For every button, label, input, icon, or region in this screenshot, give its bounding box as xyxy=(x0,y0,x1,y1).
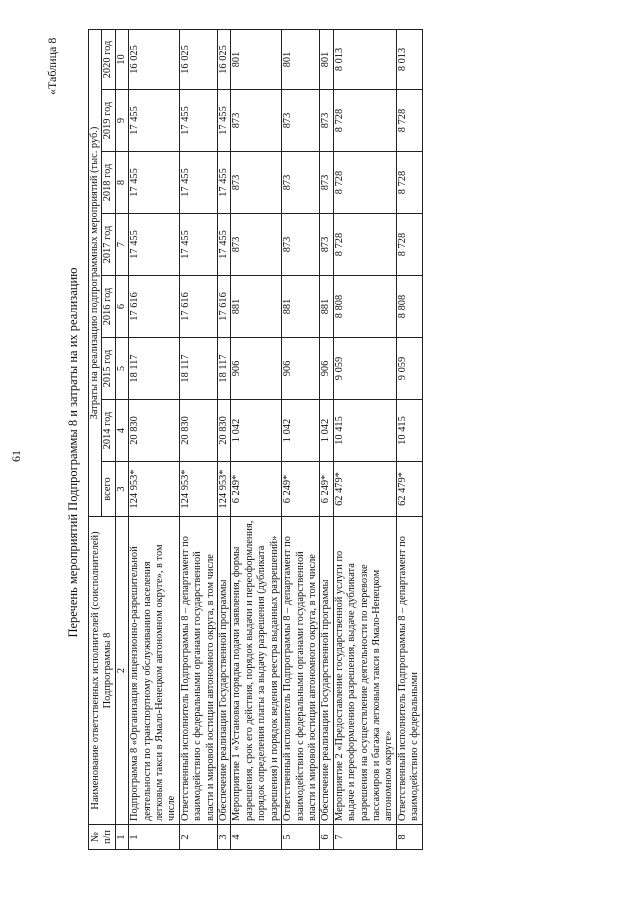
cell-2015: 906 xyxy=(282,338,320,400)
column-number: 5 xyxy=(115,338,128,400)
table-body xyxy=(129,29,422,849)
cell-2015: 18 117 xyxy=(179,338,217,400)
cell-2014: 20 830 xyxy=(218,400,231,462)
cell-2014: 10 415 xyxy=(333,400,396,462)
cell-2014: 1 042 xyxy=(320,400,333,462)
page-number: 61 xyxy=(9,450,23,462)
cell-2017: 17 455 xyxy=(129,214,180,276)
document-title: Перечень мероприятий Подпрограммы 8 и затраты на их реализацию xyxy=(66,267,80,638)
cell-2016: 881 xyxy=(282,276,320,338)
cell-2017: 17 455 xyxy=(218,214,231,276)
cell-2018: 17 455 xyxy=(218,152,231,214)
header-year: 2019 год xyxy=(102,90,115,152)
cell-2017: 8 728 xyxy=(396,214,422,276)
column-number: 10 xyxy=(115,29,128,89)
row-name: Мероприятие 1 «Установка порядка подачи заявления, формы разрешения, срок его действия, порядок выдачи и переоформления, порядок определения платы за выдачу разрешения (дубликата разрешения) и порядок ведения реестра выданных разрешений» xyxy=(231,517,282,825)
row-number: 7 xyxy=(333,825,396,850)
cell-2019: 873 xyxy=(282,90,320,152)
cell-2016: 881 xyxy=(320,276,333,338)
cell-2018: 873 xyxy=(320,152,333,214)
header-costs: Затраты на реализацию подпрограммных мероприятий (тыс. руб.) xyxy=(89,29,102,516)
table-row xyxy=(231,29,282,849)
cell-2014: 10 415 xyxy=(396,400,422,462)
column-number-row xyxy=(115,29,128,849)
cell-2018: 873 xyxy=(282,152,320,214)
header-year: 2020 год xyxy=(102,29,115,89)
cell-2020: 801 xyxy=(231,29,282,89)
cell-2020: 16 025 xyxy=(129,29,180,89)
row-name: Ответственный исполнитель Подпрограммы 8 – департамент по взаимодействию с федеральными органами государственной власти и мировой юстиции автономного округа, в том числе xyxy=(282,517,320,825)
cell-2020: 8 013 xyxy=(396,29,422,89)
cell-total: 62 479* xyxy=(396,462,422,517)
cell-2014: 20 830 xyxy=(129,400,180,462)
row-number: 2 xyxy=(179,825,217,850)
cell-2016: 881 xyxy=(231,276,282,338)
cell-2019: 17 455 xyxy=(129,90,180,152)
row-name: Мероприятие 2 «Предоставление государственной услуги по выдаче и переоформлению разрешения, выдаче дубликата разрешения на осуществление деятельности по перевозке пассажиров и багажа легковым такси в Ямало-Ненецком автономном округе» xyxy=(333,517,396,825)
cell-2015: 906 xyxy=(320,338,333,400)
cell-total: 6 249* xyxy=(231,462,282,517)
cell-total: 124 953* xyxy=(179,462,217,517)
row-name: Подпрограмма 8 «Организация лицензионно-разрешительной деятельности по транспортному обслуживанию населения легковым такси в Ямало-Ненецком автономном округе», в том числе xyxy=(129,517,180,825)
cell-2019: 17 455 xyxy=(218,90,231,152)
cell-2016: 17 616 xyxy=(218,276,231,338)
row-number: 5 xyxy=(282,825,320,850)
cell-2020: 801 xyxy=(320,29,333,89)
table-row xyxy=(333,29,396,849)
table-label: «Таблица 8 xyxy=(45,37,59,95)
cell-2019: 873 xyxy=(320,90,333,152)
cell-total: 62 479* xyxy=(333,462,396,517)
cell-2016: 17 616 xyxy=(179,276,217,338)
table-row xyxy=(396,29,422,849)
cell-total: 124 953* xyxy=(218,462,231,517)
header-total: всего xyxy=(102,462,115,517)
row-name: Ответственный исполнитель Подпрограммы 8 – департамент по взаимодействию с федеральными xyxy=(396,517,422,825)
row-number: 1 xyxy=(129,825,180,850)
cell-2015: 9 059 xyxy=(333,338,396,400)
column-number: 7 xyxy=(115,214,128,276)
cell-2014: 20 830 xyxy=(179,400,217,462)
cell-2017: 873 xyxy=(282,214,320,276)
cell-2019: 8 728 xyxy=(396,90,422,152)
header-year: 2017 год xyxy=(102,214,115,276)
header-year: 2018 год xyxy=(102,152,115,214)
table-row xyxy=(129,29,180,849)
row-number: 4 xyxy=(231,825,282,850)
cell-2020: 16 025 xyxy=(218,29,231,89)
cell-2018: 873 xyxy=(231,152,282,214)
cell-2018: 17 455 xyxy=(129,152,180,214)
row-name: Обеспечение реализации Государственной программы xyxy=(218,517,231,825)
header-year: 2015 год xyxy=(102,338,115,400)
column-number: 9 xyxy=(115,90,128,152)
cell-2015: 18 117 xyxy=(129,338,180,400)
cell-2018: 8 728 xyxy=(333,152,396,214)
cell-2016: 17 616 xyxy=(129,276,180,338)
cell-total: 6 249* xyxy=(320,462,333,517)
header-year: 2016 год xyxy=(102,276,115,338)
cell-2019: 873 xyxy=(231,90,282,152)
cell-2018: 8 728 xyxy=(396,152,422,214)
cell-2020: 16 025 xyxy=(179,29,217,89)
table-row xyxy=(282,29,320,849)
header-name: Наименование ответственных исполнителей (соисполнителей) Подпрограммы 8 xyxy=(89,517,116,825)
table-row xyxy=(179,29,217,849)
cell-2017: 17 455 xyxy=(179,214,217,276)
row-number: 8 xyxy=(396,825,422,850)
table-row xyxy=(320,29,333,849)
cell-total: 6 249* xyxy=(282,462,320,517)
row-name: Ответственный исполнитель Подпрограммы 8 – департамент по взаимодействию с федеральными органами государственной власти и мировой юстиции автономного округа, в том числе xyxy=(179,517,217,825)
column-number: 2 xyxy=(115,517,128,825)
header-row-1 xyxy=(89,29,102,849)
header-year: 2014 год xyxy=(102,400,115,462)
cell-2015: 906 xyxy=(231,338,282,400)
cell-2017: 8 728 xyxy=(333,214,396,276)
column-number: 3 xyxy=(115,462,128,517)
cell-2020: 801 xyxy=(282,29,320,89)
cell-2014: 1 042 xyxy=(282,400,320,462)
column-number: 8 xyxy=(115,152,128,214)
row-name: Обеспечение реализации Государственной программы xyxy=(320,517,333,825)
column-number: 4 xyxy=(115,400,128,462)
row-number: 6 xyxy=(320,825,333,850)
cell-2016: 8 808 xyxy=(333,276,396,338)
cell-2014: 1 042 xyxy=(231,400,282,462)
column-number: 6 xyxy=(115,276,128,338)
cell-2020: 8 013 xyxy=(333,29,396,89)
row-number: 3 xyxy=(218,825,231,850)
cell-2015: 18 117 xyxy=(218,338,231,400)
table-row xyxy=(218,29,231,849)
cell-2018: 17 455 xyxy=(179,152,217,214)
cell-2016: 8 808 xyxy=(396,276,422,338)
cell-total: 124 953* xyxy=(129,462,180,517)
cell-2019: 8 728 xyxy=(333,90,396,152)
cell-2017: 873 xyxy=(320,214,333,276)
cell-2019: 17 455 xyxy=(179,90,217,152)
cell-2017: 873 xyxy=(231,214,282,276)
header-no: № п/п xyxy=(89,825,116,850)
measures-table xyxy=(88,29,423,850)
cell-2015: 9 059 xyxy=(396,338,422,400)
column-number: 1 xyxy=(115,825,128,850)
